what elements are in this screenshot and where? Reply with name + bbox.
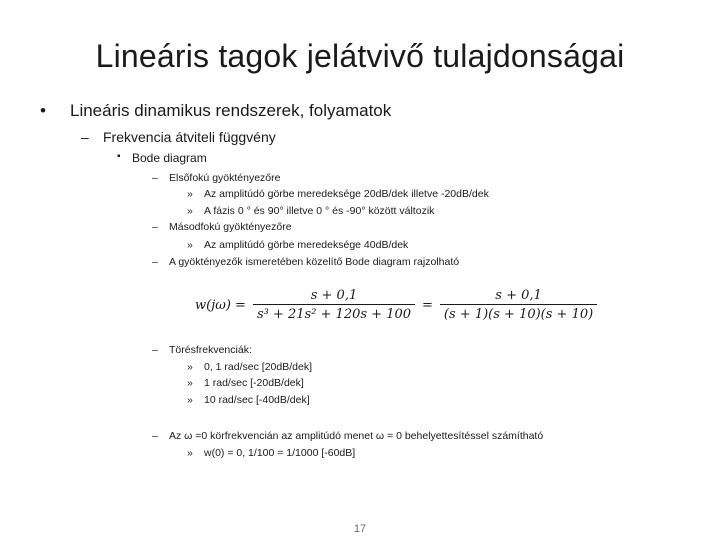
bullet-level3: [117, 151, 207, 165]
page-number: 17: [353, 523, 367, 535]
bullet-level4: [152, 344, 252, 356]
fraction: [253, 288, 415, 322]
bullet-level2: [81, 129, 276, 145]
fraction-numerator: s + 0,1: [495, 288, 542, 303]
bullet-level4: [152, 256, 460, 268]
bullet-chevron-icon: »: [187, 239, 193, 251]
fraction: [440, 288, 597, 322]
item-text: A fázis 0 ° és 90° illetve 0 ° és -90° között változik: [204, 205, 435, 217]
bullet-chevron-icon: »: [187, 394, 193, 406]
bullet-level5: [187, 394, 310, 406]
item-text: w(0) = 0, 1/100 = 1/1000 [-60dB]: [204, 447, 356, 459]
item-text: Az amplitúdó görbe meredeksége 40dB/dek: [204, 239, 409, 251]
item-text: Másodfokú gyöktényezőre: [169, 221, 292, 233]
item-text: 10 rad/sec [-40dB/dek]: [204, 394, 310, 406]
slide-title: Lineáris tagok jelátvivő tulajdonságai: [95, 38, 625, 74]
bullet-dash-icon: –: [152, 221, 158, 233]
bullet-level4: [152, 172, 281, 184]
item-text: Elsőfokú gyöktényezőre: [169, 172, 281, 184]
bullet-level5: [187, 239, 409, 251]
fraction-denominator: s³ + 21s² + 120s + 100: [253, 304, 415, 322]
bullet-dash-icon: –: [152, 172, 158, 184]
fraction-denominator: (s + 1)(s + 10)(s + 10): [440, 304, 597, 322]
item-text: Bode diagram: [132, 151, 207, 165]
bullet-disc-icon: •: [40, 101, 46, 120]
bullet-square-icon: ▪: [117, 151, 121, 162]
bullet-level1: [40, 101, 392, 121]
bullet-chevron-icon: »: [187, 447, 193, 459]
bullet-level5: [187, 377, 304, 389]
bullet-level5: [187, 447, 356, 459]
item-text: Frekvencia átviteli függvény: [103, 129, 276, 145]
formula-equals: =: [422, 297, 433, 313]
bullet-chevron-icon: »: [187, 361, 193, 373]
item-text: Törésfrekvenciák:: [169, 344, 252, 356]
bullet-level5: [187, 188, 489, 200]
item-text: A gyöktényezők ismeretében közelítő Bode diagram rajzolható: [169, 256, 460, 268]
bullet-dash-icon: –: [152, 344, 158, 356]
item-text: 0, 1 rad/sec [20dB/dek]: [204, 361, 312, 373]
bullet-chevron-icon: »: [187, 188, 193, 200]
bullet-level5: [187, 361, 312, 373]
bullet-dash-icon: –: [81, 129, 89, 145]
item-text: 1 rad/sec [-20dB/dek]: [204, 377, 304, 389]
transfer-function-formula: [195, 288, 597, 322]
item-text: Az amplitúdó görbe meredeksége 20dB/dek illetve -20dB/dek: [204, 188, 489, 200]
item-text: Az ω =0 körfrekvencián az amplitúdó menet ω = 0 behelyettesítéssel számítható: [169, 430, 544, 442]
bullet-level5: [187, 205, 435, 217]
bullet-level4: [152, 430, 544, 442]
bullet-dash-icon: –: [152, 256, 158, 268]
bullet-dash-icon: –: [152, 430, 158, 442]
item-text: Lineáris dinamikus rendszerek, folyamatok: [70, 101, 392, 120]
bullet-chevron-icon: »: [187, 377, 193, 389]
formula-lhs: w(jω) =: [195, 297, 246, 313]
bullet-chevron-icon: »: [187, 205, 193, 217]
bullet-level4: [152, 221, 292, 233]
fraction-numerator: s + 0,1: [310, 288, 358, 303]
